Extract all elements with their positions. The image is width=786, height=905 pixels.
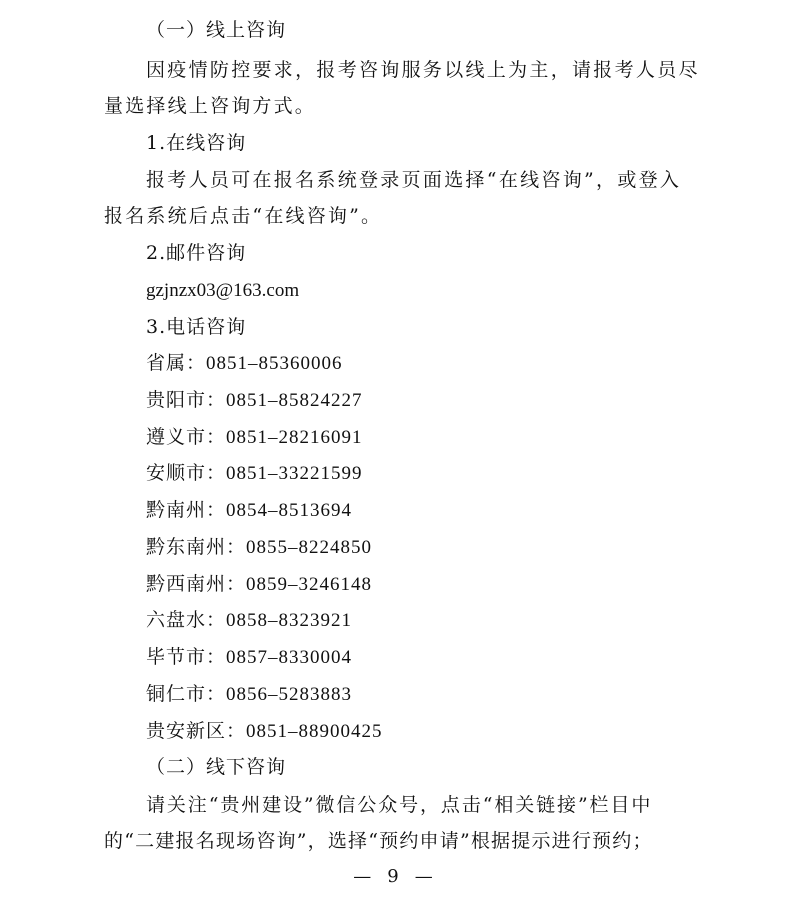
footer-dash-left: — [353, 866, 372, 887]
item2-title: 2.邮件咨询 [146, 242, 247, 264]
phone-number: 0851–85824227 [226, 390, 363, 411]
item1-title: 1.在线咨询 [146, 132, 247, 154]
phone-label: 安顺市： [146, 462, 227, 484]
item3-title: 3.电话咨询 [146, 316, 247, 338]
phone-number: 0851–28216091 [226, 427, 363, 448]
phone-number: 0851–33221599 [226, 463, 363, 484]
section2-line-1: 请关注“贵州建设”微信公众号，点击“相关链接”栏目中 [146, 794, 653, 816]
phone-entry [146, 719, 383, 744]
phone-entry [146, 425, 363, 450]
phone-number: 0851–88900425 [246, 721, 383, 742]
phone-number: 0856–5283883 [226, 684, 353, 705]
phone-entry [146, 682, 352, 707]
phone-entry [146, 535, 372, 560]
item1-line-1: 报考人员可在报名系统登录页面选择“在线咨询”，或登入 [146, 169, 682, 191]
phone-number: 0851–85360006 [206, 353, 343, 374]
phone-label: 六盘水： [146, 609, 227, 631]
phone-label: 黔西南州： [146, 573, 247, 595]
phone-entry [146, 388, 363, 413]
footer-dash-right: — [414, 866, 433, 887]
phone-label: 省属： [146, 352, 207, 374]
phone-number: 0857–8330004 [226, 647, 353, 668]
phone-label: 贵安新区： [146, 720, 247, 742]
phone-label: 铜仁市： [146, 683, 227, 705]
intro-line-2: 量选择线上咨询方式。 [104, 95, 317, 117]
phone-number: 0859–3246148 [246, 574, 373, 595]
phone-entry [146, 498, 352, 523]
phone-entry [146, 351, 343, 376]
phone-label: 遵义市： [146, 426, 227, 448]
item1-line-2: 报名系统后点击“在线咨询”。 [104, 205, 383, 227]
phone-entry [146, 461, 363, 486]
phone-number: 0855–8224850 [246, 537, 373, 558]
phone-number: 0854–8513694 [226, 500, 353, 521]
phone-entry [146, 645, 352, 670]
phone-label: 黔东南州： [146, 536, 247, 558]
section1-heading: （一）线上咨询 [146, 19, 287, 41]
intro-line-1: 因疫情防控要求，报考咨询服务以线上为主，请报考人员尽 [146, 59, 700, 81]
page-number-footer [0, 866, 786, 887]
phone-label: 贵阳市： [146, 389, 227, 411]
phone-entry [146, 572, 372, 597]
phone-number: 0858–8323921 [226, 610, 353, 631]
page-number: 9 [387, 866, 399, 887]
phone-entry [146, 608, 352, 633]
phone-label: 毕节市： [146, 646, 227, 668]
section2-heading: （二）线下咨询 [146, 756, 287, 778]
email-address: gzjnzx03@163.com [146, 280, 300, 301]
phone-label: 黔南州： [146, 499, 227, 521]
section2-line-2: 的“二建报名现场咨询”，选择“预约申请”根据提示进行预约； [104, 830, 653, 852]
